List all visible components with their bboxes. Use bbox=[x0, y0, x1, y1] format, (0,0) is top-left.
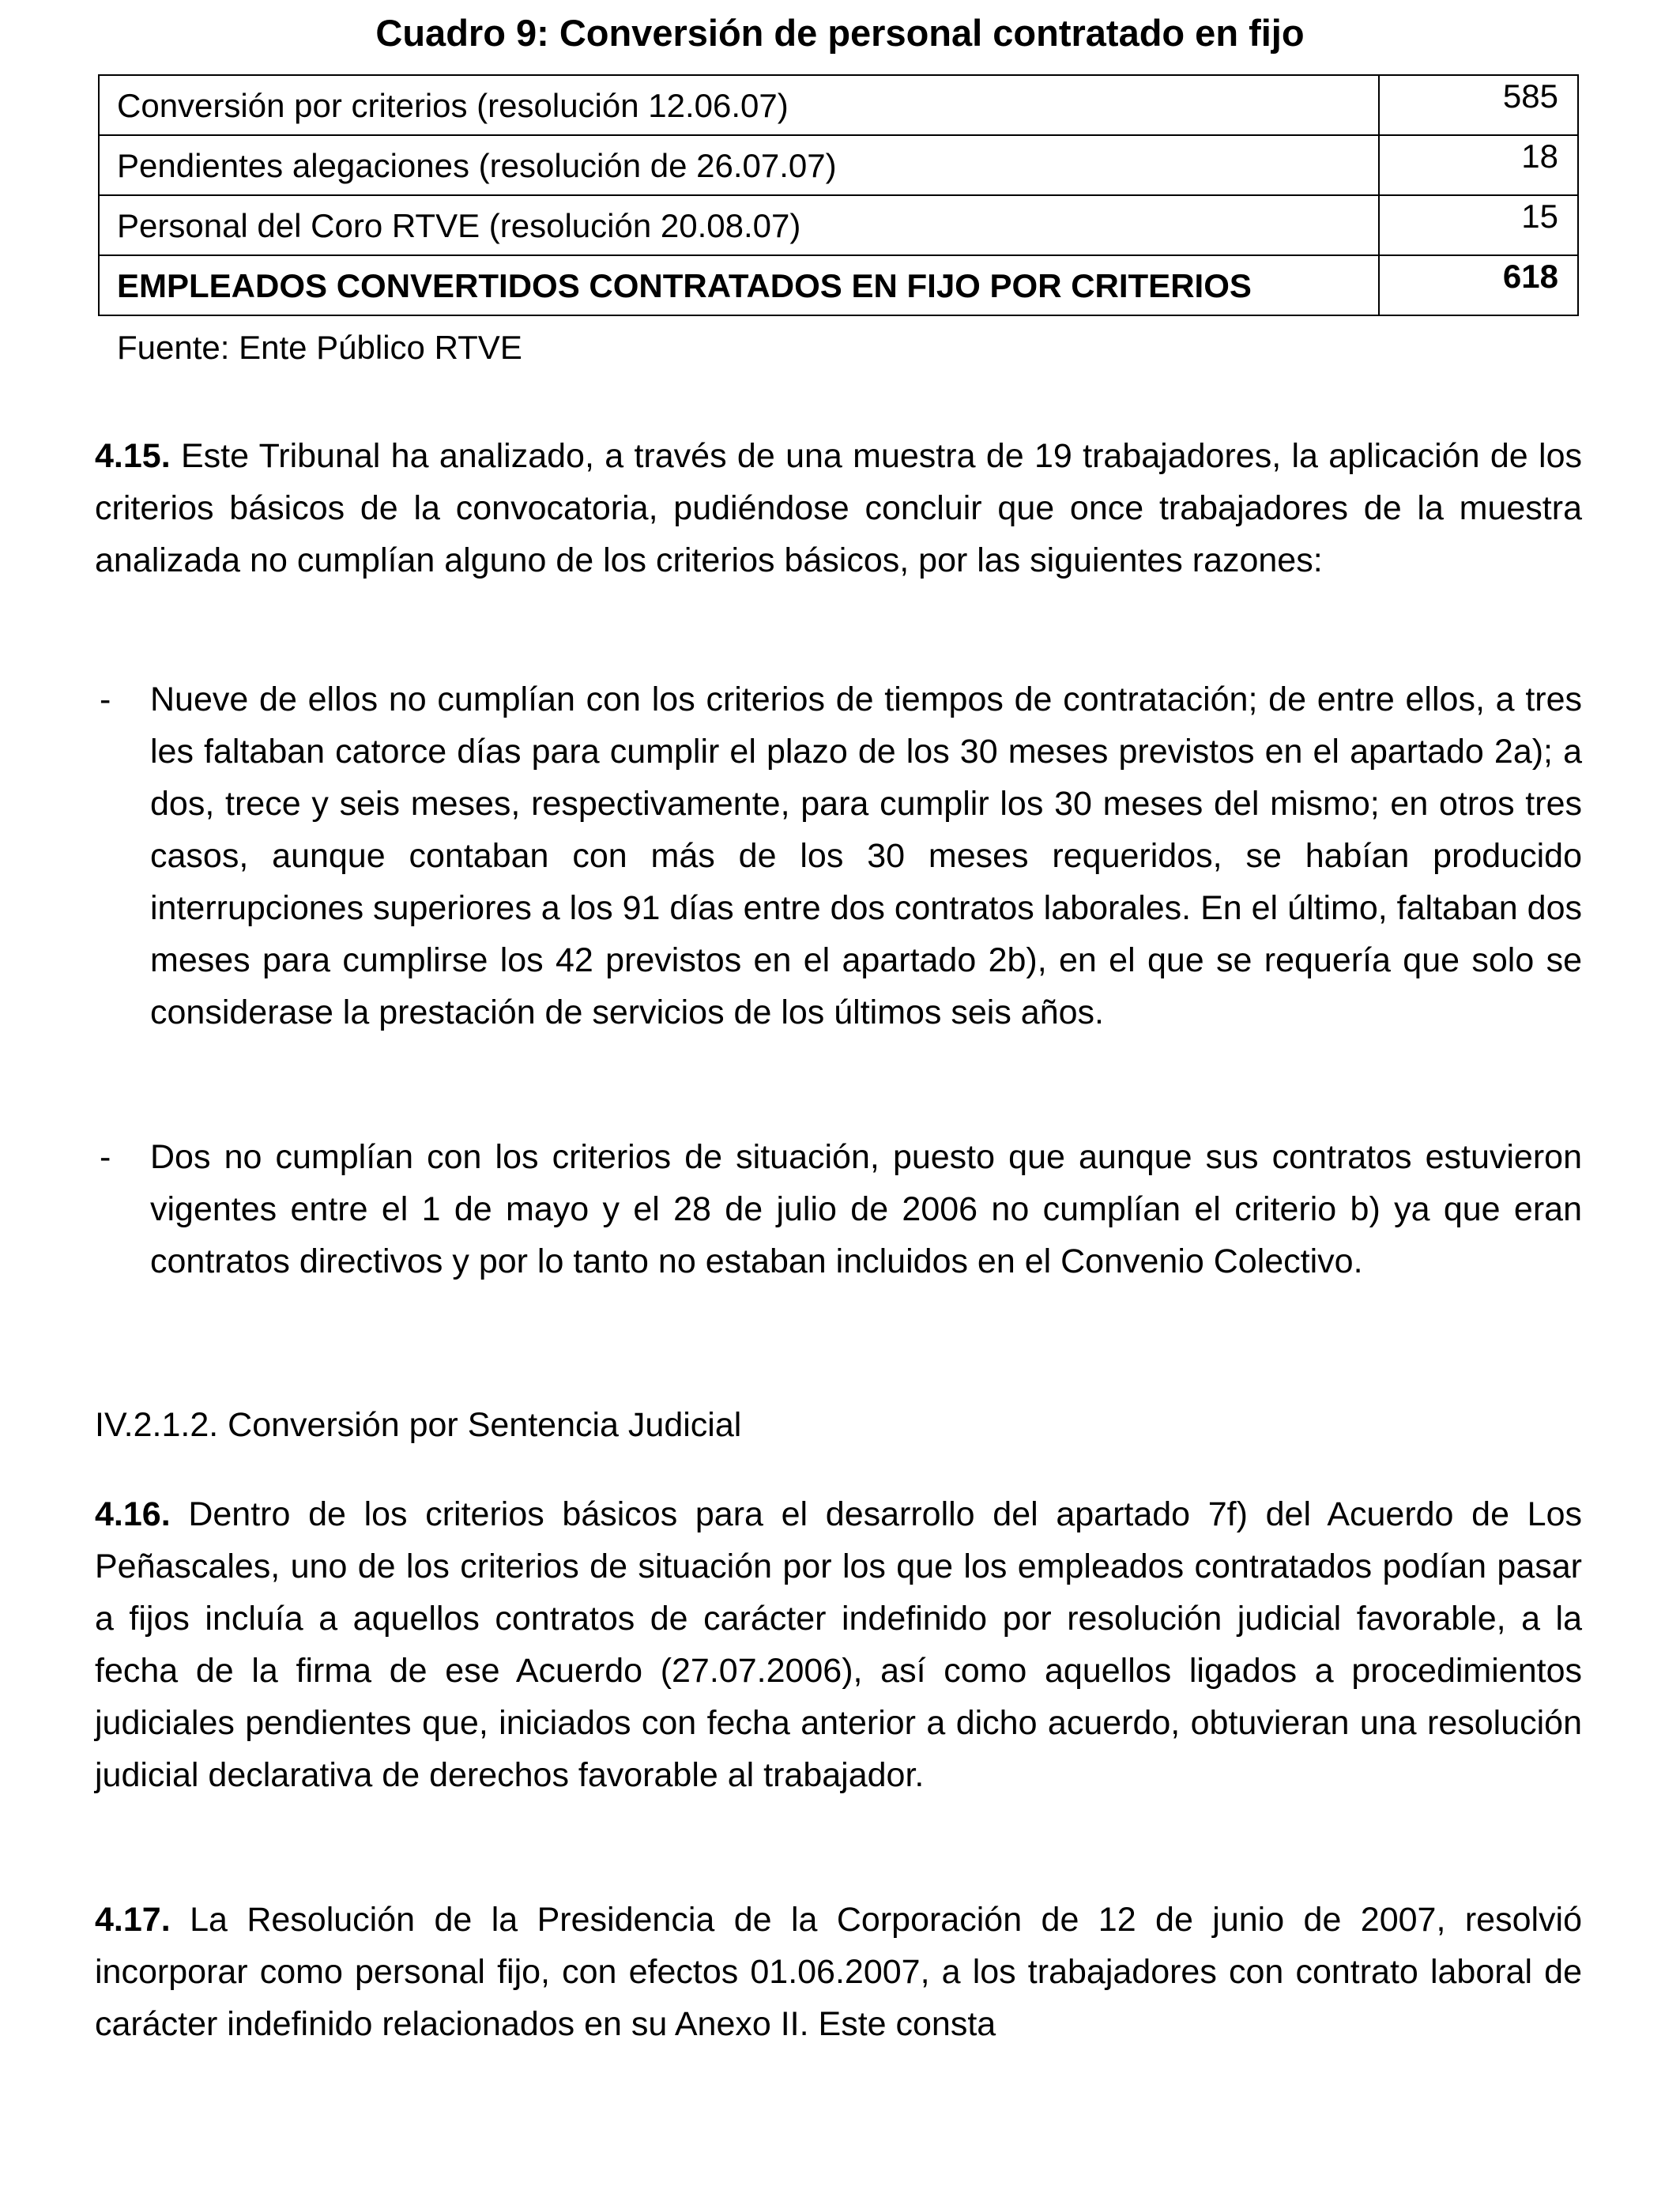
table-row bbox=[99, 135, 1578, 195]
bullet-dash: - bbox=[100, 680, 111, 718]
table-title: Cuadro 9: Conversión de personal contratado en fijo bbox=[375, 12, 1305, 54]
row-label: Pendientes alegaciones (resolución de 26.07.07) bbox=[99, 135, 1379, 195]
paragraph-4-17 bbox=[95, 1894, 1582, 2050]
row-label: Personal del Coro RTVE (resolución 20.08.07) bbox=[99, 195, 1379, 255]
row-value: 15 bbox=[1379, 195, 1578, 255]
total-label: EMPLEADOS CONVERTIDOS CONTRATADOS EN FIJO POR CRITERIOS bbox=[99, 255, 1379, 315]
row-value: 585 bbox=[1379, 75, 1578, 135]
bullet-dash: - bbox=[100, 1138, 111, 1176]
paragraph-text: Dentro de los criterios básicos para el desarrollo del apartado 7f) del Acuerdo de Los Peñascales, uno de los criterios de situación por los que los empleados contratados podían pasar a fijos incluía a aquellos contratos de carácter indefinido por resolución judicial favorable, a la fecha de la firma de ese Acuerdo (27.07.2006), así como aquellos ligados a procedimientos judiciales pendientes que, iniciados con fecha anterior a dicho acuerdo, obtuvieran una resolución judicial declarativa de derechos favorable al trabajador. bbox=[95, 1495, 1582, 1794]
paragraph-4-15 bbox=[95, 430, 1582, 586]
table-total-row bbox=[99, 255, 1578, 315]
paragraph-text: Este Tribunal ha analizado, a través de una muestra de 19 trabajadores, la aplicación de los criterios básicos de la convocatoria, pudiéndose concluir que once trabajadores de la muestra analizada no cumplían alguno de los criterios básicos, por las siguientes razones: bbox=[95, 437, 1582, 579]
bullet-text: Dos no cumplían con los criterios de situación, puesto que aunque sus contratos estuvieron vigentes entre el 1 de mayo y el 28 de julio de 2006 no cumplían el criterio b) ya que eran contratos directivos y por lo tanto no estaban incluidos en el Convenio Colectivo. bbox=[150, 1138, 1582, 1280]
paragraph-text: La Resolución de la Presidencia de la Corporación de 12 de junio de 2007, resolvió incorporar como personal fijo, con efectos 01.06.2007, a los trabajadores con contrato laboral de carácter indefinido relacionados en su Anexo II. Este consta bbox=[95, 1901, 1583, 2043]
paragraph-number: 4.17. bbox=[95, 1901, 171, 1939]
bullet-item bbox=[95, 673, 1582, 1039]
row-label: Conversión por criterios (resolución 12.06.07) bbox=[99, 75, 1379, 135]
table-source: Fuente: Ente Público RTVE bbox=[117, 329, 522, 366]
paragraph-4-16 bbox=[95, 1488, 1582, 1801]
paragraph-number: 4.15. bbox=[95, 437, 171, 475]
bullet-text: Nueve de ellos no cumplían con los criterios de tiempos de contratación; de entre ellos, a tres les faltaban catorce días para cumplir el plazo de los 30 meses previstos en el apartado 2a); a dos, trece y seis meses, respectivamente, para cumplir los 30 meses del mismo; en otros tres casos, aunque contaban con más de los 30 meses requeridos, se habían producido interrupciones superiores a los 91 días entre dos contratos laborales. En el último, faltaban dos meses para cumplirse los 42 previstos en el apartado 2b), en el que se requería que solo se considerase la prestación de servicios de los últimos seis años. bbox=[150, 680, 1582, 1031]
table-row bbox=[99, 195, 1578, 255]
paragraph-number: 4.16. bbox=[95, 1495, 171, 1533]
total-value: 618 bbox=[1379, 255, 1578, 315]
row-value: 18 bbox=[1379, 135, 1578, 195]
bullet-item bbox=[95, 1131, 1582, 1287]
table-row bbox=[99, 75, 1578, 135]
section-heading: IV.2.1.2. Conversión por Sentencia Judicial bbox=[95, 1406, 742, 1444]
conversion-table bbox=[98, 74, 1579, 316]
